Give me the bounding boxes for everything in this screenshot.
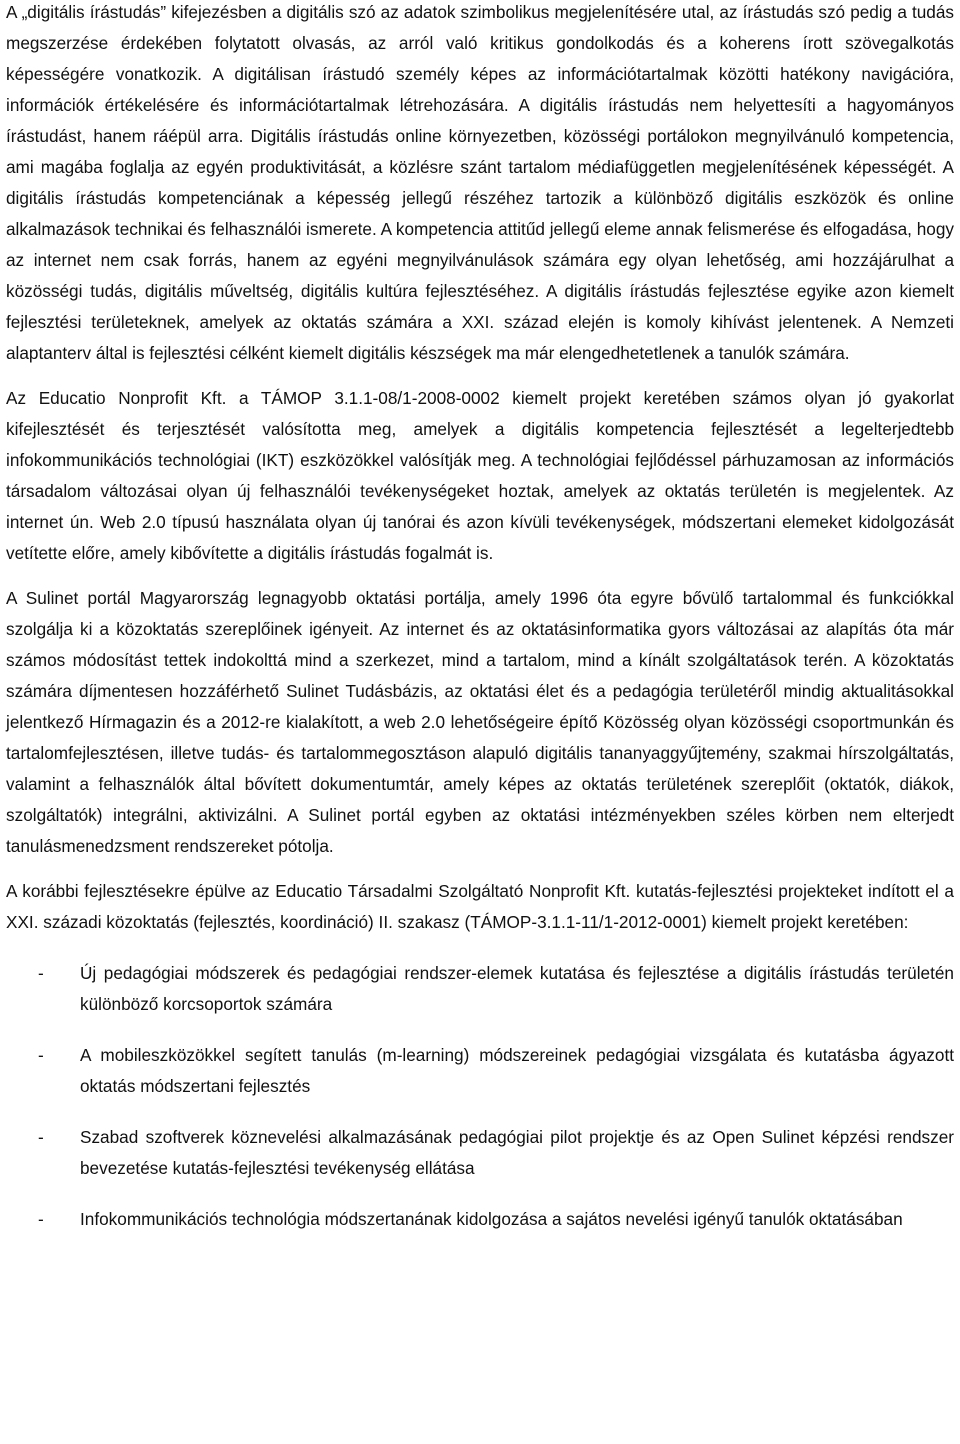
list-item-text: Infokommunikációs technológia módszertanának kidolgozása a sajátos nevelési igényű tanulók oktatásában <box>80 1209 903 1229</box>
project-list <box>6 958 954 1235</box>
paragraph-research-projects: A korábbi fejlesztésekre épülve az Educatio Társadalmi Szolgáltató Nonprofit Kft. kutatás-fejlesztési projekteket indított el a XXI. századi közoktatás (fejlesztés, koordináció) II. szakasz (TÁMOP-3.1.1-11/1-2012-0001) kiemelt projekt keretében: <box>6 881 954 932</box>
list-item-text: Szabad szoftverek köznevelési alkalmazásának pedagógiai pilot projektje és az Open Sulinet képzési rendszer bevezetése kutatás-fejlesztési tevékenység ellátása <box>80 1127 954 1178</box>
list-item <box>6 958 954 1020</box>
list-item <box>6 1040 954 1102</box>
paragraph-educatio-tamop: Az Educatio Nonprofit Kft. a TÁMOP 3.1.1-08/1-2008-0002 kiemelt projekt keretében számos olyan jó gyakorlat kifejlesztését és terjesztését valósította meg, amelyek a digitális kompetencia fejlesztését a legelterjedtebb infokommunikációs technológiai (IKT) eszközökkel valósítják meg. A technológiai fejlődéssel párhuzamosan az információs társadalom változásai olyan új felhasználói tevékenységeket hoztak, amelyek az oktatás területén is megjelentek. Az internet ún. Web 2.0 típusú használata olyan új tanórai és azon kívüli tevékenységek, módszertani elemeket kidolgozását vetítette előre, amely kibővítette a digitális írástudás fogalmát is. <box>6 388 954 563</box>
list-item <box>6 1122 954 1184</box>
list-dash: - <box>38 1127 44 1147</box>
list-item <box>6 1204 954 1235</box>
paragraph-digital-literacy: A „digitális írástudás” kifejezésben a digitális szó az adatok szimbolikus megjelenítésére utal, az írástudás szó pedig a tudás megszerzése érdekében folytatott olvasás, az arról való kritikus gondolkodás és a koherens írott szövegalkotás képességére vonatkozik. A digitálisan írástudó személy képes az információtartalmak közötti hatékony navigációra, információk értékelésére és információtartalmak létrehozására. A digitális írástudás nem helyettesíti a hagyományos írástudást, hanem ráépül arra. Digitális írástudás online környezetben, közösségi portálokon megnyilvánuló kompetencia, ami magába foglalja az egyén produktivitását, a közlésre szánt tartalom médiafüggetlen megjelenítésének képességét. A digitális írástudás kompetenciának a képesség jellegű részéhez tartozik a különböző digitális eszközök és online alkalmazások technikai és felhasználói ismerete. A kompetencia attitűd jellegű eleme annak felismerése és elfogadása, hogy az internet nem csak forrás, hanem az egyéni megnyilvánulások számára egy olyan lehetőség, ami hozzájárulhat a közösségi tudás, digitális műveltség, digitális kultúra fejlesztéséhez. A digitális írástudás fejlesztése egyike azon kiemelt fejlesztési területeknek, amelyek az oktatás számára a XXI. század elején is komoly kihívást jelentenek. A Nemzeti alaptanterv által is fejlesztési célként kiemelt digitális készségek ma már elengedhetetlenek a tanulók számára. <box>6 2 954 363</box>
list-dash: - <box>38 1209 44 1229</box>
list-dash: - <box>38 1045 44 1065</box>
list-dash: - <box>38 963 44 983</box>
paragraph-sulinet-portal: A Sulinet portál Magyarország legnagyobb oktatási portálja, amely 1996 óta egyre bővülő tartalommal és funkciókkal szolgálja ki a közoktatás szereplőinek igényeit. Az internet és az oktatásinformatika gyors változásai az alapítás óta már számos módosítást tettek indokolttá mind a szerkezet, mind a tartalom, mind a kínált szolgáltatások terén. A közoktatás számára díjmentesen hozzáférhető Sulinet Tudásbázis, az oktatási élet és a pedagógia területéről mindig aktualitásokkal jelentkező Hírmagazin és a 2012-re kialakított, a web 2.0 lehetőségeire építő Közösség olyan közösségi csoportmunkán és tartalomfejlesztésen, illetve tudás- és tartalommegosztáson alapuló digitális tananyaggyűjtemény, szakmai hírszolgáltatás, valamint a felhasználók által bővített dokumentumtár, amely képes az oktatás területének szereplőit (oktatók, diákok, szolgáltatók) integrálni, aktivizálni. A Sulinet portál egyben az oktatási intézményekben széles körben nem elterjedt tanulásmenedzsment rendszereket pótolja. <box>6 588 954 856</box>
list-item-text: Új pedagógiai módszerek és pedagógiai rendszer-elemek kutatása és fejlesztése a digitális írástudás területén különböző korcsoportok számára <box>80 963 954 1014</box>
list-item-text: A mobileszközökkel segített tanulás (m-learning) módszereinek pedagógiai vizsgálata és kutatásba ágyazott oktatás módszertani fejlesztés <box>80 1045 954 1096</box>
